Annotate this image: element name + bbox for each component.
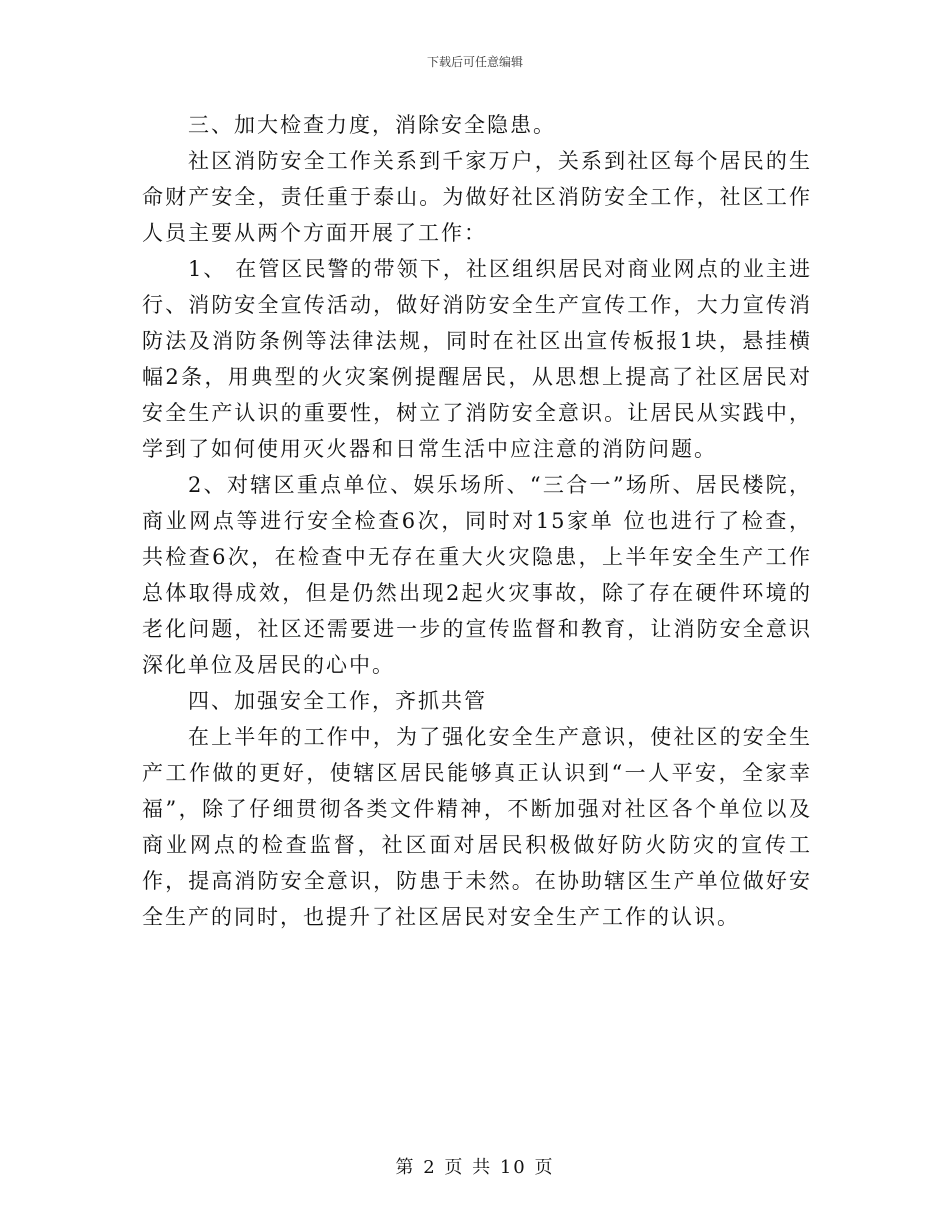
paragraph-summary: 在上半年的工作中，为了强化安全生产意识，使社区的安全生产工作做的更好，使辖区居民能够真正认识到“一人平安，全家幸福”，除了仔细贯彻各类文件精神，不断加强对社区各个单位以及商业网点的检查监督，社区面对居民积极做好防火防灾的宣传工作，提高消防安全意识，防患于未然。在协助辖区生产单位做好安全生产的同时，也提升了社区居民对安全生产工作的认识。 bbox=[142, 725, 812, 929]
paragraph-item-1: 1、 在管区民警的带领下，社区组织居民对商业网点的业主进行、消防安全宣传活动，做好消防安全生产宣传工作，大力宣传消防法及消防条例等法律法规，同时在社区出宣传板报1块，悬挂横幅2条，用典型的火灾案例提醒居民，从思想上提高了社区居民对安全生产认识的重要性，树立了消防安全意识。让居民从实践中，学到了如何使用灭火器和日常生活中应注意的消防问题。 bbox=[142, 257, 812, 461]
section-heading-4: 四、加强安全工作，齐抓共管 bbox=[188, 689, 487, 713]
section-heading-3: 三、加大检查力度，消除安全隐患。 bbox=[188, 113, 556, 137]
paragraph-intro: 社区消防安全工作关系到千家万户，关系到社区每个居民的生命财产安全，责任重于泰山。为做好社区消防安全工作，社区工作人员主要从两个方面开展了工作： bbox=[142, 149, 812, 245]
page-number: 第 2 页 共 10 页 bbox=[395, 1157, 555, 1178]
paragraph-item-2: 2、对辖区重点单位、娱乐场所、“三合一”场所、居民楼院，商业网点等进行安全检查6次，同时对15家单 位也进行了检查，共检查6次，在检查中无存在重大火灾隐患，上半年安全生产工作总体取得成效，但是仍然出现2起火灾事故，除了存在硬件环境的老化问题，社区还需要进一步的宣传监督和教育，让消防安全意识深化单位及居民的心中。 bbox=[142, 473, 812, 677]
header-note: 下载后可任意编辑 bbox=[426, 55, 523, 69]
document-body bbox=[142, 107, 812, 935]
